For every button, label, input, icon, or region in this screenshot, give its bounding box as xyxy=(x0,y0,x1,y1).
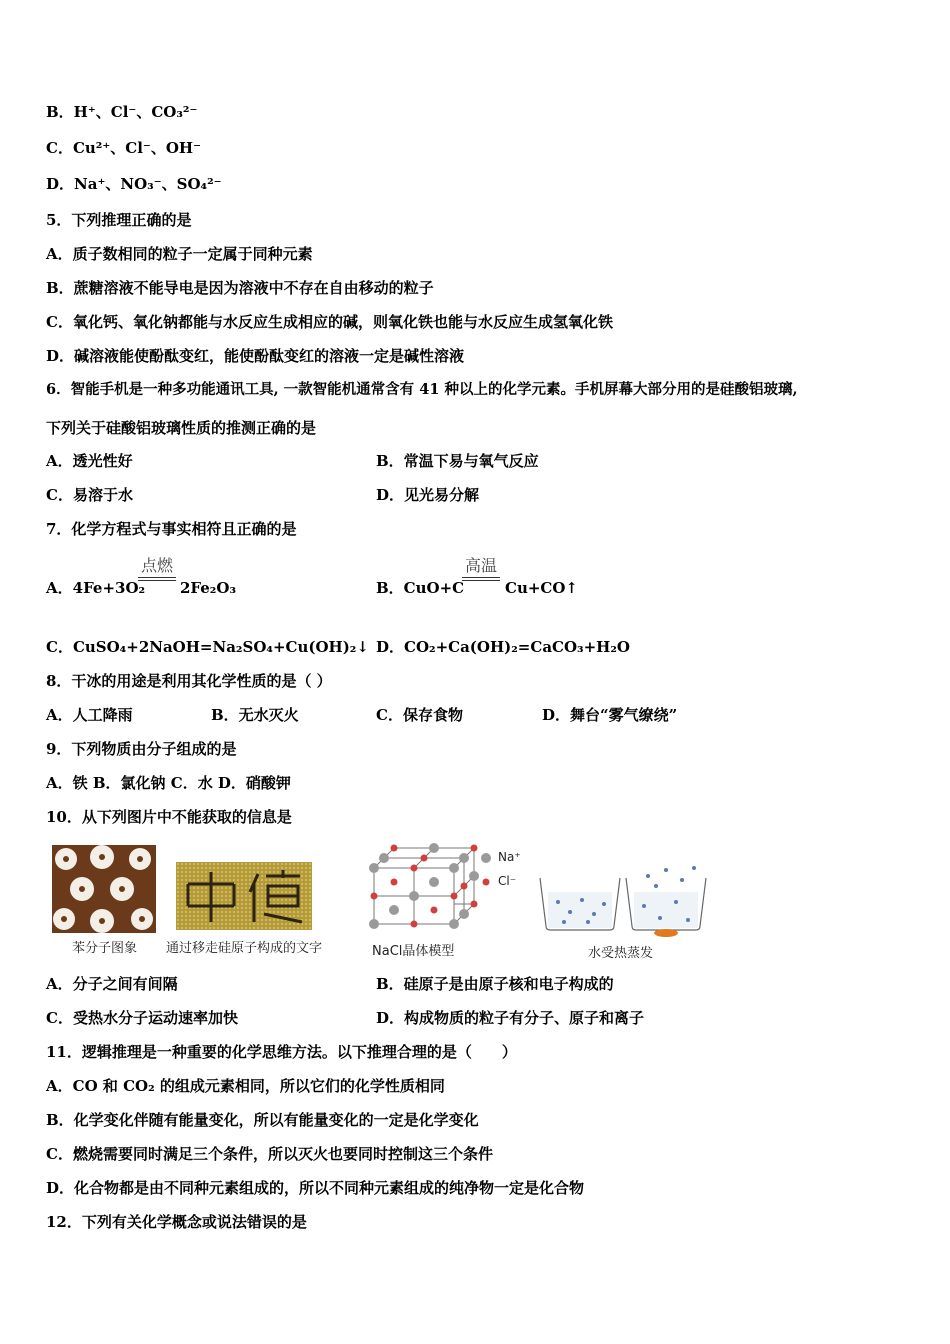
q11-option-b: B．化学变化伴随有能量变化，所以有能量变化的一定是化学变化 xyxy=(46,1111,479,1129)
q9-stem: 9．下列物质由分子组成的是 xyxy=(46,740,237,758)
q4-option-b: B．H⁺、Cl⁻、CO₃²⁻ xyxy=(46,103,198,121)
water-caption: 水受热蒸发 xyxy=(588,946,654,961)
nacl-cl-label: Cl⁻ xyxy=(498,874,517,888)
q5-option-b: B．蔗糖溶液不能导电是因为溶液中不存在自由移动的粒子 xyxy=(46,279,434,297)
q7-option-a-left: A．4Fe+3O₂ xyxy=(46,579,146,597)
q6-option-a: A．透光性好 xyxy=(46,452,133,470)
q6-stem-line1: 6．智能手机是一种多功能通讯工具, 一款智能机通常含有 41 种以上的化学元素。手机屏幕大部分用的是硅酸铝玻璃, xyxy=(46,381,798,398)
q5-option-d: D．碱溶液能使酚酞变红，能使酚酞变红的溶液一定是碱性溶液 xyxy=(46,347,465,365)
q7-option-a-right: 2Fe₂O₃ xyxy=(180,579,237,597)
q9-options: A．铁 B．氯化钠 C．水 D．硝酸钾 xyxy=(46,774,291,792)
water-svg xyxy=(536,862,712,940)
q11-option-c: C．燃烧需要同时满足三个条件，所以灭火也要同时控制这三个条件 xyxy=(46,1145,493,1163)
double-line xyxy=(138,577,176,581)
q7-option-b-condition xyxy=(462,553,500,581)
q8-option-d: D．舞台“雾气缭绕” xyxy=(542,706,678,724)
condition-text: 高温 xyxy=(464,556,497,575)
q10-option-d: D．构成物质的粒子有分子、原子和离子 xyxy=(376,1009,645,1027)
q10-stem: 10．从下列图片中不能获取的信息是 xyxy=(46,808,292,826)
q7-stem: 7．化学方程式与事实相符且正确的是 xyxy=(46,520,297,538)
q7-option-a-condition xyxy=(138,553,176,581)
q6-option-b: B．常温下易与氧气反应 xyxy=(376,452,539,470)
q8-option-b: B．无水灭火 xyxy=(211,706,299,724)
nacl-na-label: Na⁺ xyxy=(498,850,521,864)
q5-option-c: C．氧化钙、氧化钠都能与水反应生成相应的碱，则氧化铁也能与水反应生成氢氧化铁 xyxy=(46,313,613,331)
q5-stem: 5．下列推理正确的是 xyxy=(46,211,192,229)
benzene-svg xyxy=(52,845,156,933)
condition-text: 点燃 xyxy=(140,556,173,575)
q12-stem: 12．下列有关化学概念或说法错误的是 xyxy=(46,1213,307,1231)
q10-option-a: A．分子之间有间隔 xyxy=(46,975,178,993)
q6-option-d: D．见光易分解 xyxy=(376,486,480,504)
q7-option-b-left: B．CuO+C xyxy=(376,579,465,597)
q10-option-b: B．硅原子是由原子核和电子构成的 xyxy=(376,975,614,993)
silicon-caption: 通过移走硅原子构成的文字 xyxy=(166,941,323,956)
benzene-caption: 苯分子图象 xyxy=(72,941,138,956)
q10-option-c: C．受热水分子运动速率加快 xyxy=(46,1009,238,1027)
silicon-image xyxy=(176,862,312,934)
benzene-image xyxy=(52,845,156,937)
water-evaporation-image xyxy=(536,862,712,944)
q4-option-d: D．Na⁺、NO₃⁻、SO₄²⁻ xyxy=(46,175,222,193)
q7-option-d: D．CO₂+Ca(OH)₂=CaCO₃+H₂O xyxy=(376,638,630,656)
silicon-svg xyxy=(176,862,312,930)
q11-option-d: D．化合物都是由不同种元素组成的，所以不同种元素组成的纯净物一定是化合物 xyxy=(46,1179,585,1197)
q8-option-c: C．保存食物 xyxy=(376,706,463,724)
q8-stem: 8．干冰的用途是利用其化学性质的是（ ） xyxy=(46,672,332,690)
q6-option-c: C．易溶于水 xyxy=(46,486,133,504)
q11-stem: 11．逻辑推理是一种重要的化学思维方法。以下推理合理的是（ ） xyxy=(46,1043,517,1061)
q7-option-b-right: Cu+CO↑ xyxy=(505,579,578,597)
q4-option-c: C．Cu²⁺、Cl⁻、OH⁻ xyxy=(46,139,201,157)
double-line xyxy=(462,577,500,581)
q6-stem-line2: 下列关于硅酸铝玻璃性质的推测正确的是 xyxy=(46,419,317,437)
q8-option-a: A．人工降雨 xyxy=(46,706,133,724)
q7-option-c: C．CuSO₄+2NaOH=Na₂SO₄+Cu(OH)₂↓ xyxy=(46,638,369,656)
nacl-caption: NaCl晶体模型 xyxy=(372,944,455,959)
q11-option-a: A．CO 和 CO₂ 的组成元素相同，所以它们的化学性质相同 xyxy=(46,1077,445,1095)
q5-option-a: A．质子数相同的粒子一定属于同种元素 xyxy=(46,245,313,263)
